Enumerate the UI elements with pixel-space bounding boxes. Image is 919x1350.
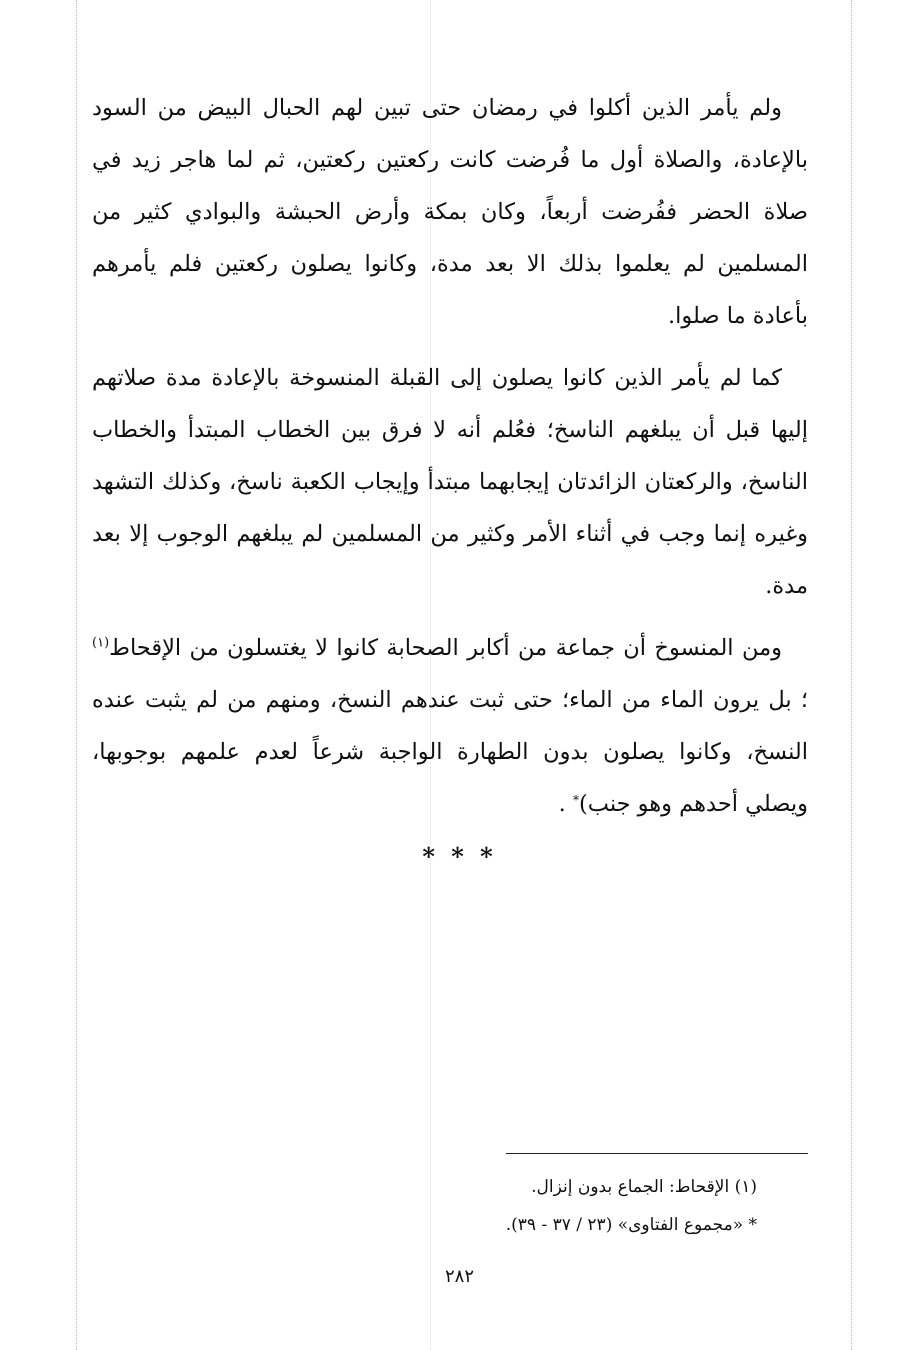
footnotes (92, 1168, 757, 1244)
paragraph-1: ولم يأمر الذين أكلوا في رمضان حتى تبين لهم الحبال البيض من السود بالإعادة، والصلاة أول ما فُرضت كانت ركعتين ركعتين، ثم لما هاجر زيد في صلاة الحضر ففُرضت أربعاً، وكان بمكة وأرض الحبشة والبوادي كثير من المسلمين لم يعلموا بذلك الا بعد مدة، وكانوا يصلون ركعتين فلم يأمرهم بأعادة ما صلوا. (92, 95, 808, 329)
paragraph-3-part-1: ومن المنسوخ أن جماعة من أكابر الصحابة كانوا لا يغتسلون من الإقحاط (109, 635, 782, 661)
main-text (92, 82, 808, 840)
footnote-source: * «مجموع الفتاوى» (٢٣ / ٣٧ - ٣٩). (505, 1215, 757, 1235)
paragraph-3 (92, 622, 808, 830)
margin-guide-left (76, 0, 77, 1350)
paragraph-2: كما لم يأمر الذين كانوا يصلون إلى القبلة المنسوخة بالإعادة مدة صلاتهم إليها قبل أن يبلغهم الناسخ؛ فعُلم أنه لا فرق بين الخطاب المبتدأ والخطاب الناسخ، والركعتان الزائدتان إيجابهما مبتدأ وإيجاب الكعبة ناسخ، وكذلك التشهد وغيره إنما وجب في أثناء الأمر وكثير من المسلمين لم يبلغهم الوجوب إلا بعد مدة. (92, 365, 808, 599)
paragraph-3-end: . (558, 791, 573, 817)
footnote-reference[interactable]: (١) (92, 635, 110, 651)
footnote-divider (506, 1153, 808, 1154)
footnote-1: (١) الإقحاط: الجماع بدون إنزال. (531, 1177, 757, 1197)
citation-star-marker: * (572, 793, 579, 807)
section-separator: * * * (422, 842, 497, 871)
margin-guide-right (851, 0, 852, 1350)
page-number: ٢٨٢ (444, 1266, 474, 1287)
paragraph-3-part-2: ؛ بل يرون الماء من الماء؛ حتى ثبت عندهم النسخ، ومنهم من لم يثبت عنده النسخ، وكانوا يصلون بدون الطهارة الواجبة شرعاً لعدم علمهم بوجوبها، ويصلي أحدهم وهو جنب) (92, 687, 808, 817)
